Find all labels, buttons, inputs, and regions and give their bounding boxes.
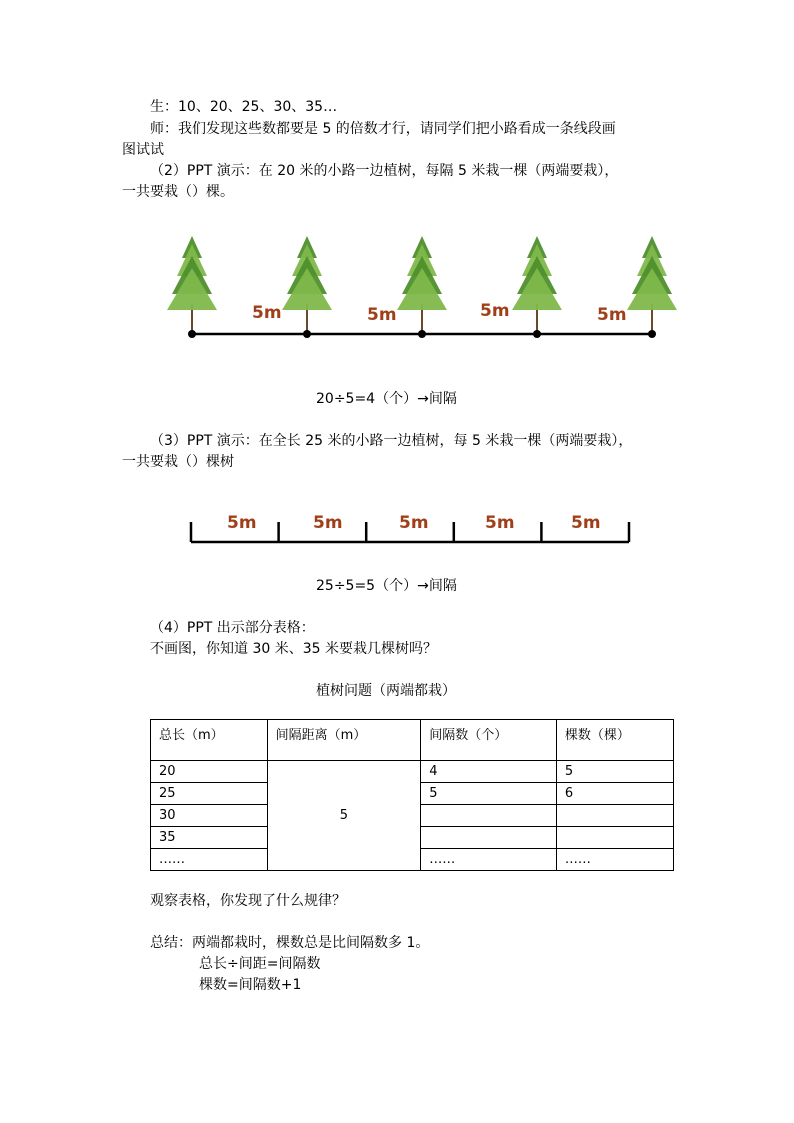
tree-icon <box>397 236 447 338</box>
cell-trees: …… <box>556 849 673 871</box>
header-interval-count: 间隔数（个） <box>421 720 557 761</box>
header-total: 总长（m） <box>151 720 268 761</box>
text-line-2: 师：我们发现这些数都要是 5 的倍数才行，请同学们把小路看成一条线段画 <box>150 121 616 137</box>
segment-label: 5m <box>367 305 397 325</box>
text-line-9: 不画图，你知道 30 米、35 米要栽几棵树吗？ <box>150 641 437 657</box>
ruler-label: 5m <box>485 513 515 533</box>
summary-line-1: 总结：两端都栽时，棵数总是比间隔数多 1。 <box>150 935 430 951</box>
ruler-label: 5m <box>399 513 429 533</box>
question-text: 观察表格，你发现了什么规律？ <box>150 893 346 909</box>
tree-planting-figure <box>160 228 680 348</box>
text-line-3: 图试试 <box>122 142 164 158</box>
cell-intervals: …… <box>421 849 557 871</box>
text-line-4: （2）PPT 演示：在 20 米的小路一边植树，每隔 5 米栽一棵（两端要栽）， <box>150 163 619 179</box>
equation-1: 20÷5=4（个）→间隔 <box>316 391 457 407</box>
segment-label: 5m <box>597 305 627 325</box>
cell-total: 30 <box>151 805 268 827</box>
tree-icon <box>167 236 217 338</box>
cell-trees: 6 <box>556 783 673 805</box>
cell-trees <box>556 827 673 849</box>
segment-ruler-figure <box>180 504 640 554</box>
header-interval: 间隔距离（m） <box>267 720 421 761</box>
tree-icon <box>512 236 562 338</box>
cell-total: 20 <box>151 761 268 783</box>
cell-total: …… <box>151 849 268 871</box>
cell-trees <box>556 805 673 827</box>
table-row <box>151 761 674 783</box>
ruler-label: 5m <box>227 513 257 533</box>
summary-line-2: 总长÷间距=间隔数 <box>199 956 321 972</box>
text-line-6: （3）PPT 演示：在全长 25 米的小路一边植树，每 5 米栽一棵（两端要栽）， <box>150 433 633 449</box>
cell-intervals: 5 <box>421 783 557 805</box>
cell-interval: 5 <box>267 761 421 871</box>
segment-label: 5m <box>480 301 510 321</box>
summary-line-3: 棵数=间隔数+1 <box>199 977 302 993</box>
text-line-5: 一共要栽（）棵。 <box>122 184 234 200</box>
table-header-row <box>151 720 674 761</box>
text-line-8: （4）PPT 出示部分表格： <box>150 620 315 636</box>
ruler-label: 5m <box>571 513 601 533</box>
tree-icon <box>282 236 332 338</box>
text-line-1: 生：10、20、25、30、35… <box>150 99 338 115</box>
header-tree-count: 棵数（棵） <box>556 720 673 761</box>
segment-label: 5m <box>252 303 282 323</box>
equation-2: 25÷5=5（个）→间隔 <box>316 578 457 594</box>
cell-intervals <box>421 827 557 849</box>
tree-icon <box>627 236 677 338</box>
cell-intervals <box>421 805 557 827</box>
cell-total: 35 <box>151 827 268 849</box>
cell-total: 25 <box>151 783 268 805</box>
ruler-label: 5m <box>313 513 343 533</box>
planting-table <box>150 719 674 871</box>
cell-trees: 5 <box>556 761 673 783</box>
cell-intervals: 4 <box>421 761 557 783</box>
table-title: 植树问题（两端都栽） <box>316 683 456 699</box>
text-line-7: 一共要栽（）棵树 <box>122 454 234 470</box>
